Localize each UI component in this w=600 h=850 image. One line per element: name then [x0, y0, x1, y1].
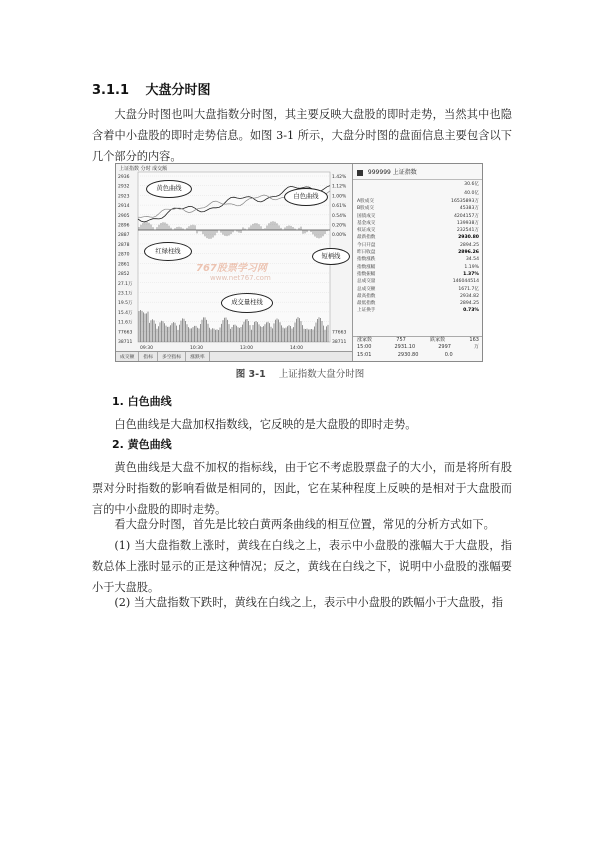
y-tick-left: 2870 [118, 252, 130, 258]
callout-short-line: 短柄线 [312, 248, 350, 265]
info-bottom-cell: 757 [396, 336, 406, 343]
y-tick-left: 2905 [118, 213, 130, 219]
info-row [353, 220, 483, 227]
y-tick-left: 19.5万 [118, 301, 133, 307]
info-bottom-cell: 15:01 [357, 351, 372, 358]
info-value: 2934.82 [460, 293, 479, 299]
info-bottom-cell: 2930.80 [397, 351, 419, 358]
chart-tabs [116, 351, 352, 361]
info-value: 146044514 [452, 279, 479, 285]
info-key: 最高指数 [357, 293, 376, 299]
info-rows [353, 198, 483, 315]
info-value: 2894.25 [460, 301, 479, 307]
info-value: 139938万 [456, 220, 479, 226]
callout-red-green-bars: 红绿柱线 [144, 242, 192, 261]
info-key: B股成交 [357, 206, 374, 212]
info-row [353, 249, 483, 256]
info-key: 上证换手 [357, 308, 376, 314]
info-key: 指数涨跌 [357, 257, 376, 263]
info-bottom-cell: 万 [473, 344, 479, 350]
info-bottom-cell: 163 [469, 336, 479, 343]
info-row [353, 278, 483, 285]
case1-paragraph: (1) 当大盘指数上涨时，黄线在白线之上，表示中小盘股的涨幅大于大盘股，指数总体上涨时显示的正是这种情况；反之，黄线在白线之下，说明中小盘股的涨幅要小于大盘股。 [92, 539, 512, 594]
info-row [353, 307, 483, 314]
watermark-logo: 767股票学习网 [196, 263, 267, 274]
info-value: 45383万 [459, 206, 479, 212]
y-tick-left: 23.1万 [118, 291, 133, 297]
info-row [353, 286, 483, 293]
y-tick-left: 2923 [118, 194, 130, 200]
info-row [353, 300, 483, 307]
info-value: 232541万 [456, 228, 479, 234]
info-bottom-cell: 2931.10 [394, 344, 416, 350]
info-key: 国债成交 [357, 213, 376, 219]
info-value: 1.19% [464, 264, 479, 270]
info-row [353, 293, 483, 300]
tab-indicator[interactable]: 指标 [139, 352, 158, 361]
y-tick-left: 27.1万 [118, 281, 133, 287]
x-tick: 09:30 [140, 346, 153, 351]
info-row [353, 198, 483, 205]
y-tick-right: 77663 [332, 330, 347, 336]
x-tick: 14:00 [290, 346, 303, 351]
subhead-white-line: 1. 白色曲线 [112, 395, 172, 408]
tab-long-short[interactable]: 多空指标 [158, 352, 186, 361]
y-tick-left: 2887 [118, 233, 130, 239]
section-title-text: 大盘分时图 [145, 83, 211, 98]
info-key: 昨日收盘 [357, 250, 376, 256]
info-key: 今日开盘 [357, 242, 376, 248]
info-key: 指数振幅 [357, 271, 376, 277]
info-value: 0.73% [463, 308, 479, 314]
y-tick-left: 15.4万 [118, 310, 133, 316]
figure-caption-text: 上证指数大盘分时图 [278, 369, 365, 380]
y-tick-right: 1.42% [332, 175, 347, 180]
info-key: 最低指数 [357, 301, 376, 307]
info-value: 4204157万 [453, 213, 479, 219]
info-row [353, 242, 483, 249]
y-tick-left: 2878 [118, 242, 130, 248]
compare-paragraph: 看大盘分时图，首先是比较白黄两条曲线的相互位置，常见的分析方式如下。 [114, 518, 495, 531]
info-row [353, 264, 483, 271]
info-value: 16535893万 [451, 199, 479, 204]
info-value: 1.37% [463, 271, 479, 277]
callout-volume-bars: 成交量柱线 [221, 293, 273, 313]
index-square-icon [357, 170, 363, 176]
y-tick-left: 77663 [118, 330, 133, 336]
info-top-value: 30.6亿 [464, 182, 479, 187]
tab-up-down-ratio[interactable]: 涨跌率 [186, 352, 209, 361]
y-tick-right: 1.12% [332, 184, 347, 190]
info-key: A股成交 [357, 199, 374, 204]
y-tick-left: 2852 [118, 272, 130, 278]
intraday-chart-figure [115, 163, 483, 362]
y-tick-left: 2932 [118, 184, 130, 190]
info-value: 1671.7亿 [458, 286, 479, 292]
index-code: 999999 [367, 169, 391, 176]
info-key: 最新指数 [357, 235, 376, 241]
info-header [353, 164, 483, 180]
section-number: 3.1.1 [92, 83, 130, 98]
info-bottom-cell: 0.0 [444, 351, 453, 358]
info-key: 总成交额 [357, 286, 376, 292]
figure-label: 图 3-1 [235, 369, 266, 380]
y-tick-right: 0.20% [332, 223, 347, 229]
y-tick-right: 0.00% [332, 233, 347, 239]
chart-header: 上证指数 分时 成交额 [119, 166, 168, 172]
info-value: 34.54 [465, 257, 479, 263]
quote-info-panel [352, 164, 483, 361]
info-row [353, 227, 483, 234]
info-key: 基金成交 [357, 220, 376, 226]
info-row [353, 256, 483, 263]
section-title [92, 79, 211, 98]
callout-yellow-line: 黄色曲线 [146, 180, 192, 198]
y-tick-right: 0.61% [332, 204, 347, 210]
y-tick-left: 38711 [118, 340, 133, 345]
case2-paragraph: (2) 当大盘指数下跌时，黄线在白线之上，表示中小盘股的跌幅小于大盘股，指 [114, 596, 503, 609]
figure-caption [0, 366, 600, 380]
info-key: 总成交量 [357, 279, 376, 285]
x-tick: 10:30 [190, 346, 203, 351]
info-bottom-row [353, 352, 483, 360]
info-row [353, 234, 483, 241]
tab-volume[interactable]: 成交额 [116, 352, 139, 361]
info-bottom-row [353, 344, 483, 352]
y-tick-left: 11.6万 [118, 320, 133, 326]
yellow-line-paragraph: 黄色曲线是大盘不加权的指标线，由于它不考虑股票盘子的大小，而是将所有股票对分时指数的影响看做是相同的，因此，它在某种程度上反映的是相对于大盘股而言的中小盘股的即时走势。 [92, 461, 512, 516]
info-top-value: 40.0亿 [464, 191, 479, 196]
info-row [353, 271, 483, 278]
white-line-paragraph: 白色曲线是大盘加权指数线，它反映的是大盘股的即时走势。 [114, 418, 417, 431]
y-tick-right: 0.54% [332, 213, 347, 219]
info-bottom-cell: 跌家数 [430, 336, 446, 343]
info-key: 权证成交 [357, 228, 376, 234]
y-tick-left: 2936 [118, 175, 130, 180]
info-bottom-cell: 15:00 [357, 344, 372, 350]
y-tick-left: 2896 [118, 223, 130, 229]
info-top-values [353, 180, 483, 198]
callout-white-line: 白色曲线 [284, 188, 328, 206]
info-key: 指数涨幅 [357, 264, 376, 270]
info-value: 2930.80 [458, 235, 479, 241]
info-bottom-row [353, 337, 483, 345]
watermark-url: www.net767.com [210, 274, 271, 282]
intro-paragraph: 大盘分时图也叫大盘指数分时图，其主要反映大盘股的即时走势，当然其中也隐含着中小盘股的即时走势信息。如图 3-1 所示，大盘分时图的盘面信息主要包含以下几个部分的内容。 [92, 108, 512, 163]
info-row [353, 205, 483, 212]
info-bottom [353, 336, 483, 360]
y-tick-right: 38711 [332, 340, 347, 345]
x-tick: 13:00 [240, 346, 253, 351]
y-tick-left: 2914 [118, 204, 130, 210]
index-name: 上证指数 [392, 169, 417, 176]
y-tick-right: 1.00% [332, 194, 347, 200]
info-bottom-cell: 涨家数 [357, 336, 373, 343]
info-row [353, 213, 483, 220]
info-value: 2896.26 [458, 250, 479, 256]
info-bottom-cell: 2997 [438, 344, 451, 350]
y-tick-left: 2861 [118, 262, 130, 268]
info-value: 2894.25 [460, 242, 479, 248]
subhead-yellow-line: 2. 黄色曲线 [112, 438, 172, 451]
